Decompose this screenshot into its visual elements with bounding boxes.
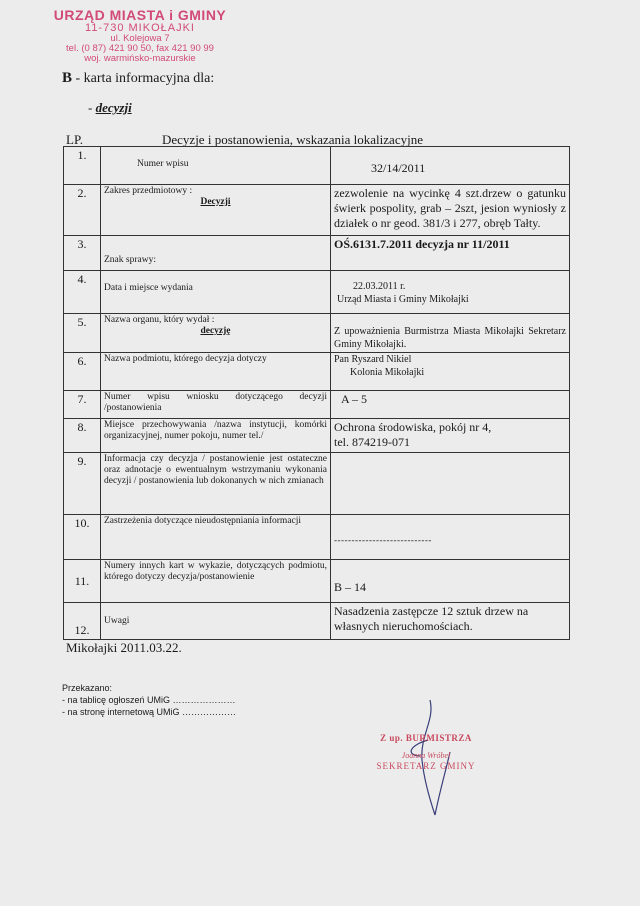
info-table xyxy=(63,146,570,640)
table-row xyxy=(64,419,570,453)
row-value-cell xyxy=(331,419,570,453)
distribution-heading: Przekazano: xyxy=(62,683,113,693)
row-value xyxy=(331,453,570,515)
table-row xyxy=(64,560,570,603)
row-value: Pan Ryszard Nikiel xyxy=(334,354,412,365)
signature-stamp xyxy=(356,733,496,771)
row-value: Ochrona środowiska, pokój nr 4, xyxy=(334,420,492,434)
distribution-line-2: - na stronę internetową UMiG ……………… xyxy=(62,707,237,718)
row-value: 32/14/2011 xyxy=(331,147,570,185)
row-label: Nazwa podmiotu, którego decyzja dotyczy xyxy=(101,353,331,391)
row-number: 9. xyxy=(64,453,101,515)
row-value-cell xyxy=(331,271,570,314)
stamp-line-1: URZĄD MIASTA i GMINY xyxy=(53,7,227,23)
row-label: Zakres przedmiotowy : xyxy=(104,186,193,196)
row-number: 12. xyxy=(64,603,101,640)
row-value-cell xyxy=(331,353,570,391)
table-row xyxy=(64,603,570,640)
signature-stamp-line-2: Joanna Wróbel xyxy=(401,751,451,761)
row-number: 3. xyxy=(64,236,101,271)
signing-place-date: Mikołajki 2011.03.22. xyxy=(66,640,182,655)
table-row xyxy=(64,515,570,560)
row-label-emphasis: decyzję xyxy=(200,325,231,336)
table-row xyxy=(64,236,570,271)
row-label: Informacja czy decyzja / postanowienie jest ostateczne oraz adnotacje o ewentualnym wstrzymaniu wykonania decyzji / postanowienia lub dokonanych w nich zmianach xyxy=(101,453,331,515)
row-number: 7. xyxy=(64,391,101,419)
row-number: 6. xyxy=(64,353,101,391)
stamp-line-3: ul. Kolejowa 7 xyxy=(110,33,170,45)
row-label-emphasis: Decyzji xyxy=(200,196,231,207)
stamp-line-2: 11-730 MIKOŁAJKI xyxy=(85,21,195,34)
row-number: 10. xyxy=(64,515,101,560)
stamp-line-5: woj. warmińsko-mazurskie xyxy=(84,53,196,65)
row-label: Data i miejsce wydania xyxy=(101,271,331,314)
table-row xyxy=(64,391,570,419)
row-label-cell xyxy=(101,185,331,236)
card-heading-text: - karta informacyjna dla: xyxy=(72,71,215,86)
row-number: 2. xyxy=(64,185,101,236)
subheading-word: decyzji xyxy=(95,100,132,115)
row-number: 4. xyxy=(64,271,101,314)
distribution-note xyxy=(62,682,236,718)
row-label: Uwagi xyxy=(101,603,331,640)
distribution-line-1: - na tablicę ogłoszeń UMiG ………………… xyxy=(62,695,236,706)
row-value: A – 5 xyxy=(331,391,570,419)
table-row xyxy=(64,185,570,236)
row-value: zezwolenie na wycinkę 4 szt.drzew o gatunku świerk pospolity, grab – 2szt, jesion wyniosły z działek o nr geod. 381/3 i 277, obręb Tałty. xyxy=(331,185,570,236)
card-heading xyxy=(62,70,214,87)
table-header-title: Decyzje i postanowienia, wskazania lokalizacyjne xyxy=(162,132,423,147)
table-row xyxy=(64,353,570,391)
row-value: ---------------------------- xyxy=(331,515,570,560)
signature-stamp-line-3: SEKRETARZ GMINY xyxy=(376,760,476,771)
subheading-dash: - xyxy=(88,100,96,115)
card-letter: B xyxy=(62,70,73,86)
row-value: 22.03.2011 r. xyxy=(353,281,406,292)
table-row xyxy=(64,147,570,185)
row-label: Numery innych kart w wykazie, dotyczących podmiotu, którego dotyczy decyzja/postanowienie xyxy=(101,560,331,603)
row-number: 8. xyxy=(64,419,101,453)
row-label: Miejsce przechowywania /nazwa instytucji, komórki organizacyjnej, numer pokoju, numer tel./ xyxy=(101,419,331,453)
row-value-2: Kolonia Mikołajki xyxy=(350,366,425,378)
table-row xyxy=(64,314,570,353)
table-header-lp: LP. xyxy=(66,132,83,147)
row-label: Znak sprawy: xyxy=(101,236,331,271)
row-number: 1. xyxy=(64,147,101,185)
card-subheading xyxy=(88,100,132,116)
row-value: B – 14 xyxy=(331,560,570,603)
signature-stamp-line-1: Z up. BURMISTRZA xyxy=(380,733,472,743)
row-value: Z upoważnienia Burmistrza Miasta Mikołajki Sekretarz Gminy Mikołajki. xyxy=(331,314,570,353)
table-row xyxy=(64,453,570,515)
row-label: Numer wpisu xyxy=(101,147,331,185)
row-label: Zastrzeżenia dotyczące nieudostępniania informacji xyxy=(101,515,331,560)
row-label: Numer wpisu wniosku dotyczącego decyzji /postanowienia xyxy=(101,391,331,419)
row-value-2: Urząd Miasta i Gminy Mikołajki xyxy=(337,293,469,305)
row-value: OŚ.6131.7.2011 decyzja nr 11/2011 xyxy=(331,236,570,271)
stamp-line-4: tel. (0 87) 421 90 50, fax 421 90 99 xyxy=(66,43,214,55)
row-number: 11. xyxy=(64,560,101,603)
row-label: Nazwa organu, który wydał : xyxy=(104,315,215,325)
office-stamp xyxy=(40,8,240,64)
row-label-cell xyxy=(101,314,331,353)
row-value: Nasadzenia zastępcze 12 sztuk drzew na własnych nieruchomościach. xyxy=(331,603,570,640)
row-number: 5. xyxy=(64,314,101,353)
table-row xyxy=(64,271,570,314)
row-value-2: tel. 874219-071 xyxy=(334,435,410,449)
